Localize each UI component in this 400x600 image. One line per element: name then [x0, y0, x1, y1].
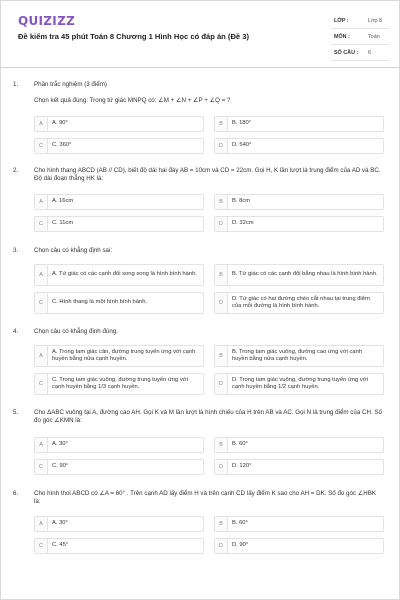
quizizz-logo: QUIZIZZ [18, 14, 76, 28]
option-text: A. Tứ giác có các cạnh đối song song là hình bình hành. [52, 271, 197, 278]
question-number: 4. [13, 328, 19, 335]
option-text: A. 16cm [52, 198, 74, 205]
option-b[interactable] [214, 437, 384, 453]
option-d[interactable] [214, 292, 384, 314]
question-number: 1. [13, 81, 19, 88]
question-text: Cho ΔABC vuông tại A, đường cao AH. Gọi K và M lần lượt là hình chiếu của H trên AB và AC. Gọi N là trung điểm của CH. Số đo góc ∠KMN là: [34, 409, 382, 425]
option-letter: A [35, 517, 48, 531]
option-text: C. Hình thang là một hình bình hành. [52, 299, 148, 306]
option-text: A. Trong tam giác cân, đường trung tuyến ứng với cạnh huyền bằng nửa cạnh huyền. [52, 348, 196, 362]
option-text: D. 90° [232, 542, 249, 549]
meta-table [332, 13, 390, 61]
question-text: Chọn câu có khẳng định đúng. [34, 328, 118, 335]
option-text: B. 60° [232, 520, 248, 527]
option-b[interactable] [214, 116, 384, 132]
option-letter: C [35, 293, 48, 313]
option-letter: C [35, 460, 48, 474]
option-b[interactable] [214, 194, 384, 210]
meta-value: 6 [368, 50, 371, 56]
meta-value: Toán [368, 34, 380, 40]
option-letter: B [215, 195, 228, 209]
option-text: B. 8cm [232, 198, 251, 205]
option-letter: B [215, 517, 228, 531]
option-letter: D [215, 460, 228, 474]
option-a[interactable] [34, 116, 204, 132]
worksheet-title: Đề kiểm tra 45 phút Toán 8 Chương 1 Hình Học có đáp án (Đề 3) [18, 32, 250, 41]
meta-row-subject [332, 29, 390, 45]
option-text: D. 540° [232, 142, 252, 149]
option-d[interactable] [214, 373, 384, 395]
option-c[interactable] [34, 292, 204, 314]
option-letter: D [215, 293, 228, 313]
option-d[interactable] [214, 459, 384, 475]
meta-label: SỐ CÂU : [334, 50, 359, 56]
option-a[interactable] [34, 264, 204, 286]
question-text: Cho hình thoi ABCD có ∠A = 60° . Trên cạnh AD lấy điểm H và trên cạnh CD lấy điểm K sao cho AH = DK. Số đo góc ∠HBK là: [34, 490, 377, 506]
option-text: B. 180° [232, 120, 252, 127]
question-text: Chọn câu có khẳng định sai: [34, 247, 113, 254]
option-text: D. 32cm [232, 220, 254, 227]
question-number: 3. [13, 247, 19, 254]
option-a[interactable] [34, 516, 204, 532]
question-number: 2. [13, 167, 19, 174]
header-divider [1, 67, 399, 68]
option-letter: D [215, 217, 228, 231]
option-letter: D [215, 139, 228, 153]
option-text: A. 90° [52, 120, 68, 127]
option-text: C. 90° [52, 463, 69, 470]
option-text: C. Trong tam giác vuông, đường trung tuyến ứng với cạnh huyền bằng 1/3 cạnh huyền. [52, 376, 188, 390]
worksheet-header [1, 1, 399, 67]
option-b[interactable] [214, 264, 384, 286]
meta-label: MÔN : [334, 34, 350, 40]
meta-row-count [332, 45, 390, 61]
option-c[interactable] [34, 459, 204, 475]
option-b[interactable] [214, 345, 384, 367]
option-text: A. 30° [52, 520, 68, 527]
question-text: Chọn kết quả đúng: Trong tứ giác MNPQ có: ∠M + ∠N + ∠P + ∠Q = ? [34, 97, 231, 104]
option-text: C. 360° [52, 142, 72, 149]
option-c[interactable] [34, 538, 204, 554]
option-text: C. 45° [52, 542, 69, 549]
option-a[interactable] [34, 437, 204, 453]
option-a[interactable] [34, 345, 204, 367]
question-text: Cho hình thang ABCD (AB // CD), biết độ dài hai đáy AB = 10cm và CD = 22cm. Gọi H, K lần lượt là trung điểm của AD và BC. Độ dài đoạn thẳng HK là: [34, 167, 381, 183]
option-letter: B [215, 117, 228, 131]
option-text: D. Tứ giác có hai đường chéo cắt nhau tại trung điểm của mỗi đường là hình bình hành. [232, 295, 370, 309]
option-letter: A [35, 438, 48, 452]
option-c[interactable] [34, 373, 204, 395]
option-letter: A [35, 195, 48, 209]
option-letter: D [215, 374, 228, 394]
option-c[interactable] [34, 216, 204, 232]
option-letter: C [35, 217, 48, 231]
option-d[interactable] [214, 216, 384, 232]
meta-label: LỚP : [334, 18, 349, 24]
option-text: D. 120° [232, 463, 252, 470]
option-letter: C [35, 539, 48, 553]
option-letter: B [215, 265, 228, 285]
option-text: B. Trong tam giác vuông, đường cao ứng với cạnh huyền bằng nửa cạnh huyền. [232, 348, 363, 362]
option-d[interactable] [214, 538, 384, 554]
option-text: D. Trong tam giác vuông, đường trung tuyến ứng với cạnh huyền bằng 1/2 cạnh huyền. [232, 376, 368, 390]
option-text: C. 11cm [52, 220, 74, 227]
option-letter: D [215, 539, 228, 553]
option-text: A. 30° [52, 441, 68, 448]
question-section: Phần trắc nghiệm (3 điểm) [34, 81, 107, 88]
option-text: B. Tứ giác có các cạnh đối bằng nhau là hình bình hành. [232, 271, 378, 278]
question-number: 5. [13, 409, 19, 416]
option-letter: B [215, 346, 228, 366]
option-text: B. 60° [232, 441, 248, 448]
option-letter: C [35, 374, 48, 394]
meta-value: Lớp 8 [368, 18, 383, 24]
option-b[interactable] [214, 516, 384, 532]
option-d[interactable] [214, 138, 384, 154]
option-letter: A [35, 117, 48, 131]
option-letter: A [35, 265, 48, 285]
question-number: 6. [13, 490, 19, 497]
option-letter: B [215, 438, 228, 452]
option-letter: A [35, 346, 48, 366]
option-letter: C [35, 139, 48, 153]
option-c[interactable] [34, 138, 204, 154]
option-a[interactable] [34, 194, 204, 210]
meta-row-class [332, 13, 390, 29]
